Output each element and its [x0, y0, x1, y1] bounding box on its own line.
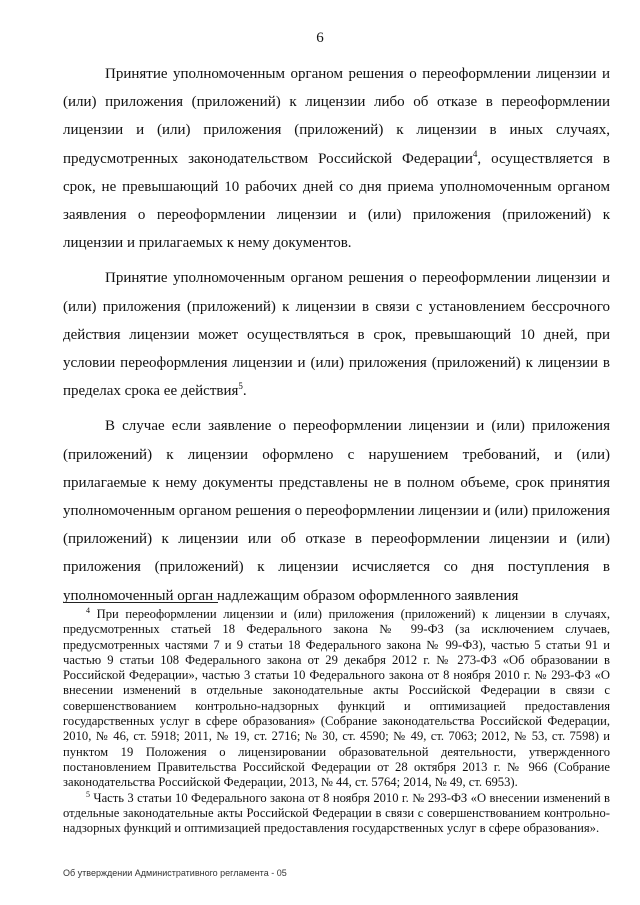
- paragraph-1: [63, 60, 610, 257]
- footnote-number: 5: [86, 789, 90, 799]
- paragraph-2: [63, 264, 610, 405]
- footnote-4: [63, 607, 610, 791]
- footnote-5: [63, 791, 610, 837]
- footnote-separator: [63, 602, 218, 603]
- paragraph-2-text: Принятие уполномоченным органом решения о переоформлении лицензии и (или) приложения (приложений) к лицензии в связи с установлением бессрочного действия лицензии может осуществляться в срок, превышающий 10 дней, при условии переоформления лицензии и (или) приложения (приложений) к лицензии в пределах срока ее действия: [63, 270, 610, 400]
- document-footer: Об утверждении Административного регламента - 05: [63, 868, 287, 878]
- page-number: 6: [316, 30, 324, 46]
- footnote-text: Часть 3 статьи 10 Федерального закона от 8 ноября 2010 г. № 293-ФЗ «О внесении изменений в отдельные законодательные акты Российской Федерации в связи с совершенствованием контрольно-надзорных функций и оптимизацией предоставления государственных услуг в сфере образования».: [63, 790, 610, 836]
- footnote-number: 4: [86, 605, 90, 615]
- footnote-ref-4[interactable]: 4: [472, 148, 478, 159]
- paragraph-3: [63, 412, 610, 609]
- paragraph-3-text: В случае если заявление о переоформлении лицензии и (или) приложения (приложений) к лицензии оформлено с нарушением требований, и (или) прилагаемые к нему документы представлены не в полном объеме, срок принятия уполномоченным органом решения о переоформлении лицензии и (или) приложения (приложений) к лицензии или об отказе в переоформлении лицензии и (или) приложения (приложений) к лицензии исчисляется со дня поступления в уполномоченный орган надлежащим образом оформленного заявления: [63, 418, 610, 604]
- paragraph-1-text: Принятие уполномоченным органом решения о переоформлении лицензии и (или) приложения (приложений) к лицензии либо об отказе в переоформлении лицензии и (или) приложения (приложений) к лицензии в иных случаях, предусмотренных законодательством Российской Федерации: [63, 66, 610, 167]
- paragraph-1-text-cont: , осуществляется в срок, не превышающий 10 рабочих дней со дня приема уполномоченным органом заявления о переоформлении лицензии и (или) приложения (приложений) к лицензии и прилагаемых к нему документов.: [63, 150, 610, 252]
- footnotes: [63, 607, 610, 836]
- footnote-ref-5[interactable]: 5: [238, 381, 243, 392]
- body-text: [63, 60, 610, 617]
- footnote-text: При переоформлении лицензии и (или) приложения (приложений) к лицензии в случаях, предусмотренных статьей 18 Федерального закона № 99-ФЗ (за исключением случаев, предусмотренных частями 7 и 9 статьи 18 Федерального закона № 99-ФЗ), частью 5 статьи 91 и частью 9 статьи 108 Федерального закона от 29 декабря 2012 г. № 273-ФЗ «Об образовании в Российской Федерации», частью 3 статьи 10 Федерального закона от 8 ноября 2010 г. № 293-ФЗ «О внесении изменений в отдельные законодательные акты Российской Федерации в связи с совершенствованием контрольно-надзорных функций и оптимизацией предоставления государственных услуг в сфере образования» (Собрание законодательства Российской Федерации, 2010, № 46, ст. 5918; 2011, № 19, ст. 2716; № 30, ст. 4590; № 49, ст. 7063; 2012, № 53, ст. 7598) и пунктом 19 Положения о лицензировании образовательной деятельности, утвержденного постановлением Правительства Российской Федерации от 28 октября 2013 г. № 966 (Собрание законодательства Российской Федерации, 2013, № 44, ст. 5764; 2014, № 49, ст. 6953).: [63, 607, 610, 790]
- paragraph-2-text-cont: .: [242, 383, 247, 400]
